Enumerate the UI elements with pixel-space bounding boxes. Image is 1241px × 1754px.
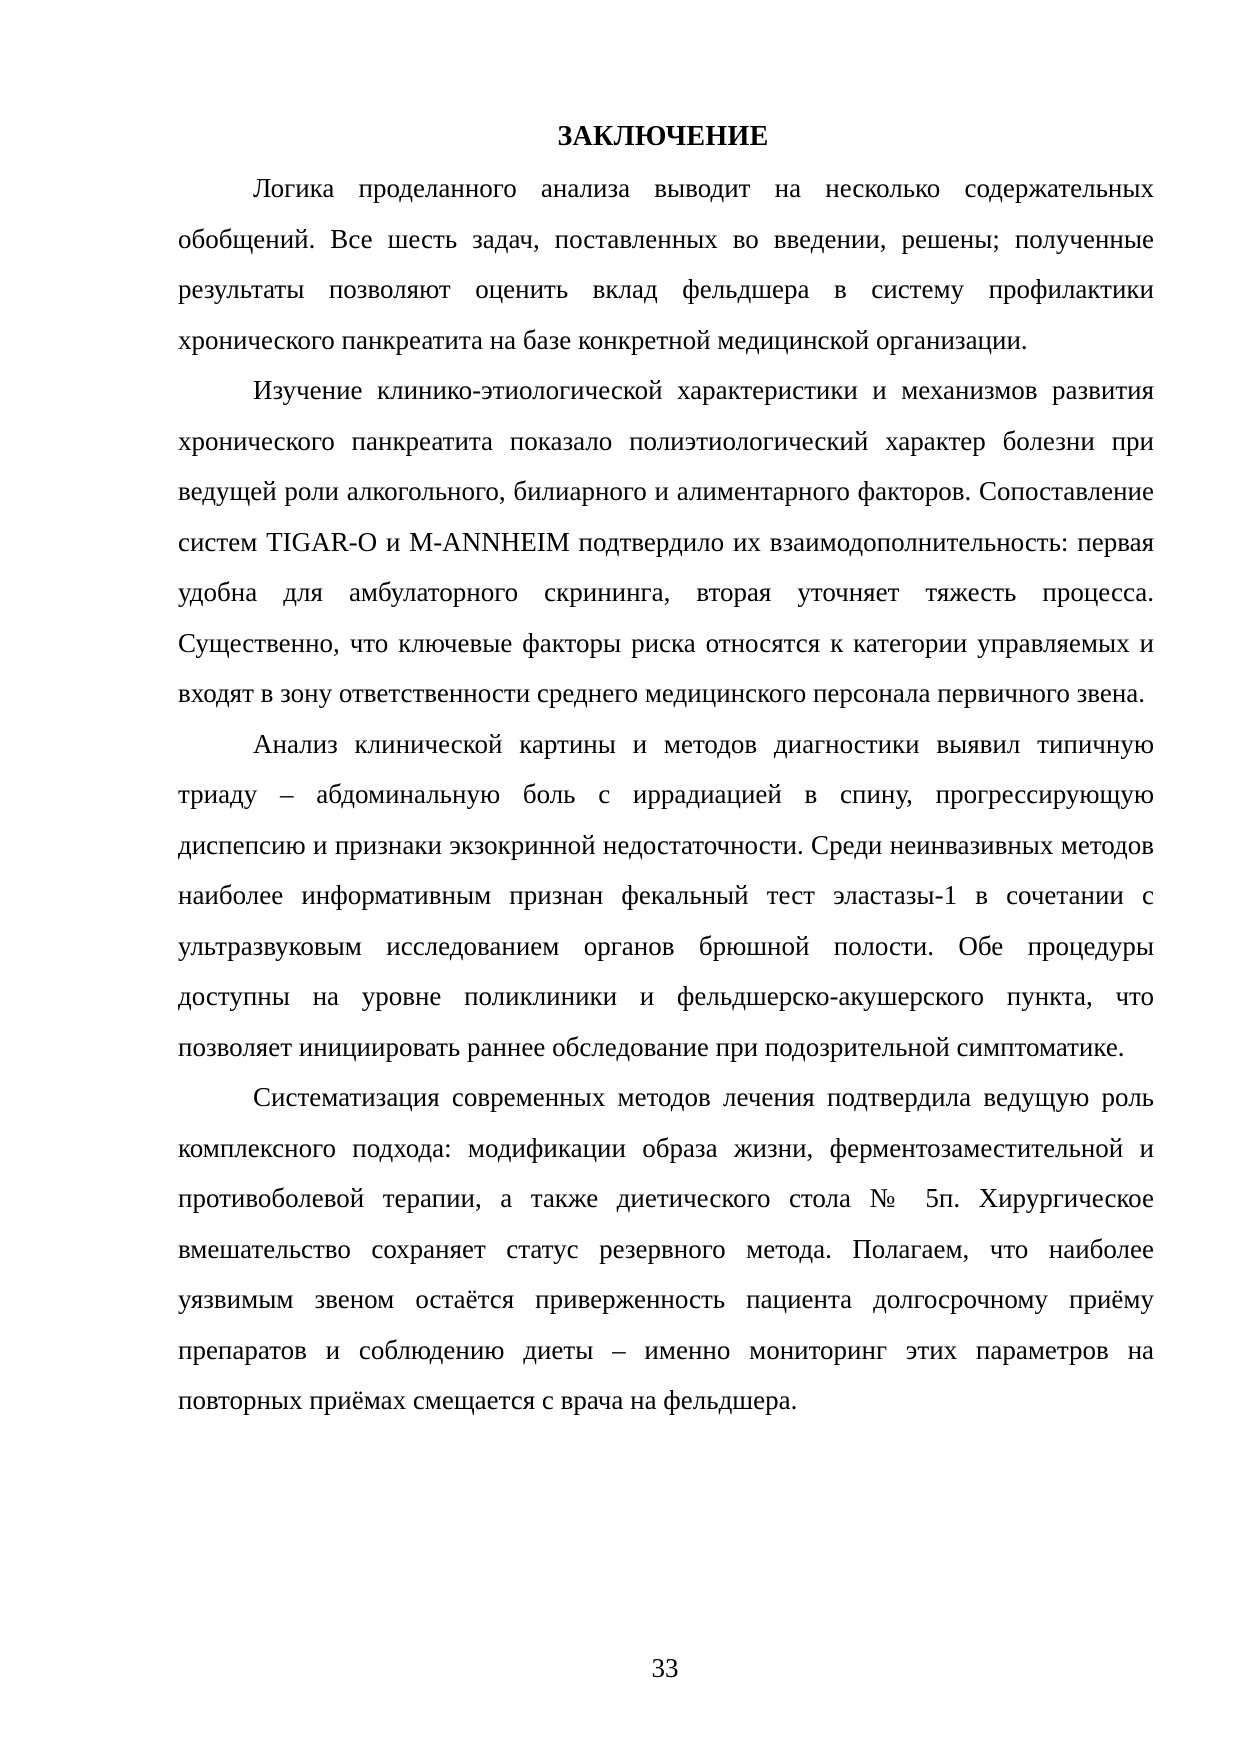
paragraph-4: Систематизация современных методов лечения подтвердила ведущую роль комплексного подхода: модификации образа жизни, ферментозаместительной и противоболевой терапии, а также диетического стола № 5п. Хирургическое вмешательство сохраняет статус резервного метода. Полагаем, что наиболее уязвимым звеном остаётся приверженность пациента долгосрочному приёму препаратов и соблюдению диеты – именно мониторинг этих параметров на повторных приёмах смещается с врача на фельдшера. [178, 1082, 1154, 1415]
paragraph-2: Изучение клинико-этиологической характеристики и механизмов развития хронического панкреатита показало полиэтиологический характер болезни при ведущей роли алкогольного, билиарного и алиментарного факторов. Сопоставление систем TIGAR-O и M-ANNHEIM подтвердило их взаимодополнительность: первая удобна для амбулаторного скрининга, вторая уточняет тяжесть процесса. Существенно, что ключевые факторы риска относятся к категории управляемых и входят в зону ответственности среднего медицинского персонала первичного звена. [178, 375, 1154, 708]
section-heading: ЗАКЛЮЧЕНИЕ [557, 121, 769, 152]
paragraph-3: Анализ клинической картины и методов диагностики выявил типичную триаду – абдоминальную боль с иррадиацией в спину, прогрессирующую диспепсию и признаки экзокринной недостаточности. Среди неинвазивных методов наиболее информативным признан фекальный тест эластазы-1 в сочетании с ультразвуковым исследованием органов брюшной полости. Обе процедуры доступны на уровне поликлиники и фельдшерско-акушерского пункта, что позволяет инициировать раннее обследование при подозрительной симптоматике. [178, 728, 1154, 1062]
body-text [178, 163, 1154, 1426]
paragraph-1: Логика проделанного анализа выводит на несколько содержательных обобщений. Все шесть задач, поставленных во введении, решены; полученные результаты позволяют оценить вклад фельдшера в систему профилактики хронического панкреатита на базе конкретной медицинской организации. [178, 173, 1154, 355]
page-number: 33 [651, 1653, 679, 1683]
